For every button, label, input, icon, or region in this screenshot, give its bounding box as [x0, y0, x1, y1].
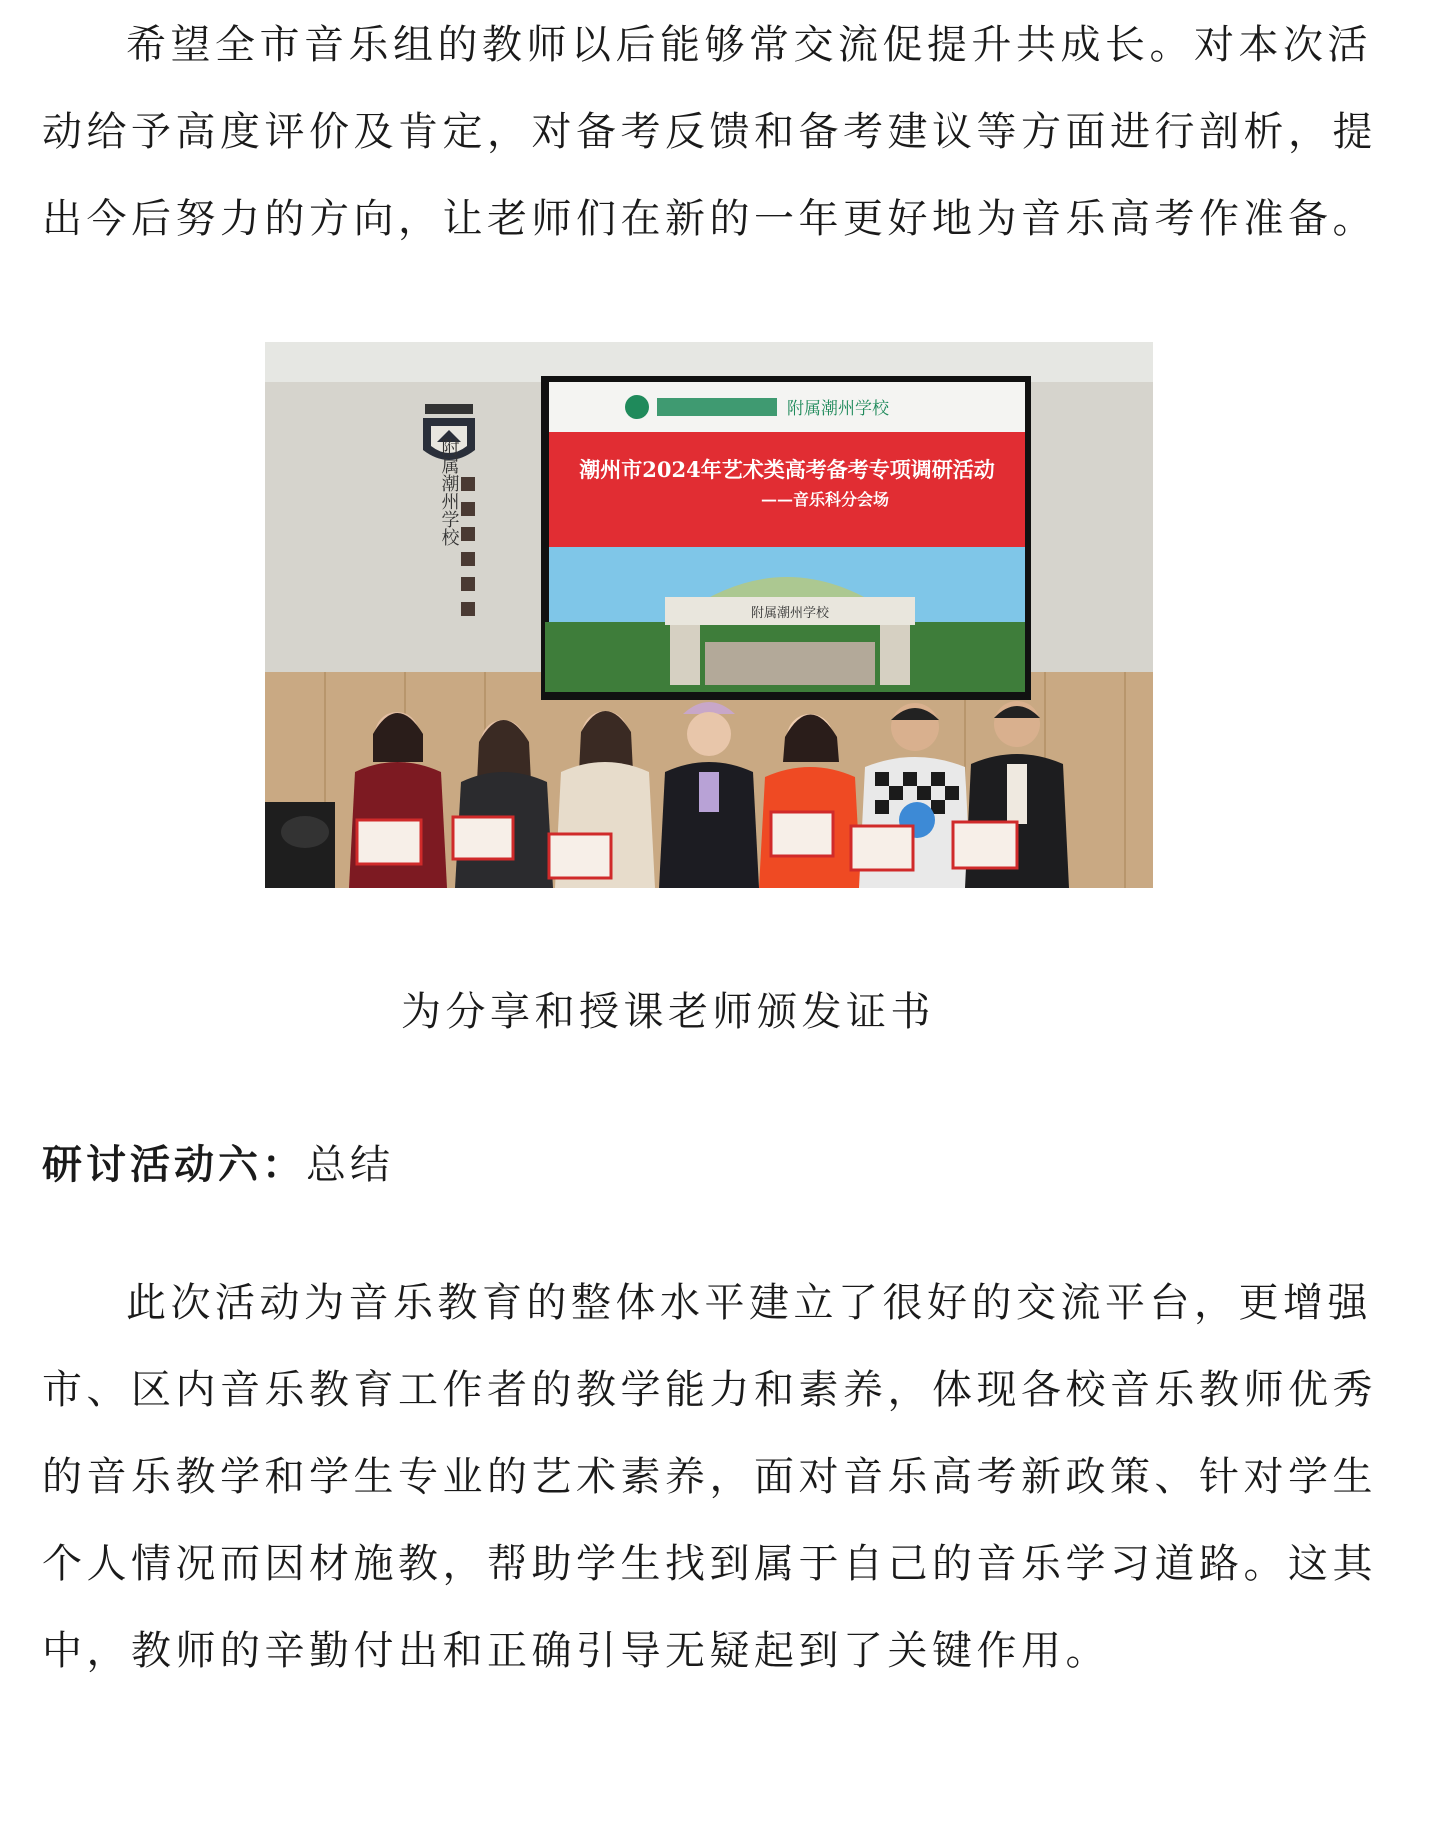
paragraph-2: 此次活动为音乐教育的整体水平建立了很好的交流平台，更增强市、区内音乐教育工作者的教学能力和素养，体现各校音乐教师优秀的音乐教学和学生专业的艺术素养，面对音乐高考新政策、针对学生个人情况而因材施教，帮助学生找到属于自己的音乐学习道路。这其中，教师的辛勤付出和正确引导无疑起到了关键作用。: [42, 1280, 1377, 1674]
screen-header-school: 附属潮州学校: [787, 399, 889, 419]
wall-sign: 附属潮州学校: [438, 438, 460, 546]
university-logo-icon: [625, 395, 649, 419]
heading-label: 研讨活动六：: [42, 1142, 306, 1188]
photo-caption: 为分享和授课老师颁发证书: [401, 989, 935, 1035]
screen-subtitle: ——音乐科分会场: [760, 490, 890, 509]
heading-text: 总结: [306, 1142, 394, 1188]
section-heading: [42, 1133, 394, 1190]
award-ceremony-photo: [265, 342, 1153, 888]
paragraph-1: 希望全市音乐组的教师以后能够常交流促提升共成长。对本次活动给予高度评价及肯定，对备考反馈和备考建议等方面进行剖析，提出今后努力的方向，让老师们在新的一年更好地为音乐高考作准备。: [42, 22, 1377, 242]
gate-sign: 附属潮州学校: [750, 606, 830, 621]
screen-title: 潮州市2024年艺术类高考备考专项调研活动: [579, 457, 995, 482]
